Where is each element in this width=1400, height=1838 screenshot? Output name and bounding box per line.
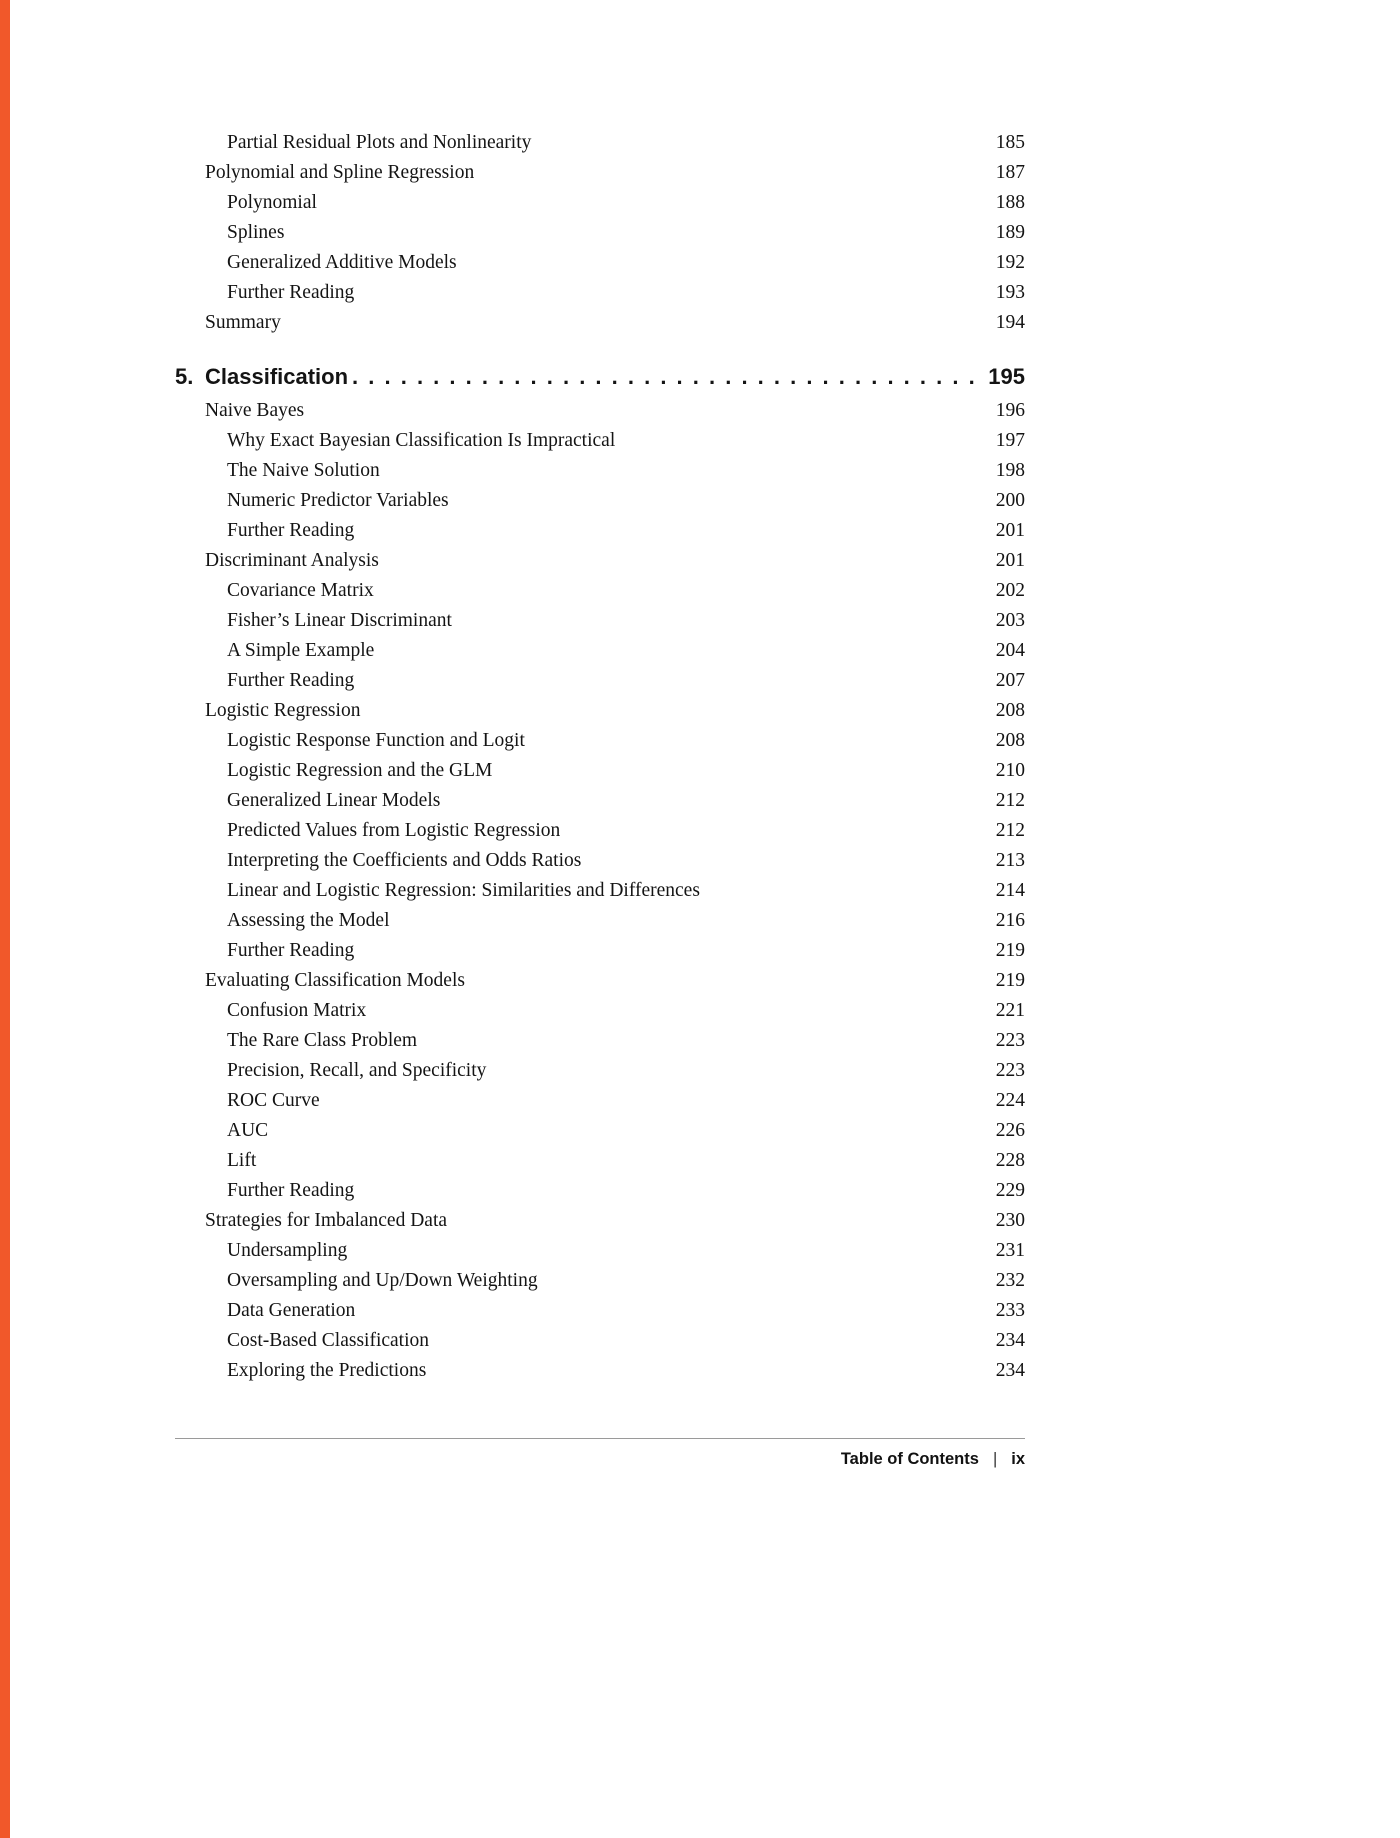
toc-entry [175,1206,1025,1236]
toc-entry-page: 203 [995,610,1025,631]
toc-entry-title: Logistic Regression and the GLM [227,760,493,781]
toc-entry-page: 234 [995,1360,1025,1381]
toc-entry-title: Further Reading [227,670,355,691]
toc-entry-title: The Rare Class Problem [227,1030,418,1051]
toc-entry-title: Cost-Based Classification [227,1330,430,1351]
toc-entry-page: 219 [995,940,1025,961]
toc-entry-title: Naive Bayes [205,400,305,421]
toc-entry [175,248,1025,278]
footer-section-label: Table of Contents [840,1450,979,1468]
page-edge-accent-bar [0,0,10,1838]
toc-entry [175,1296,1025,1326]
toc-entry [175,218,1025,248]
toc-entry-title: Evaluating Classification Models [205,970,465,991]
footer-page-number: ix [1011,1450,1025,1468]
toc-entry-page: 226 [995,1120,1025,1141]
toc-entry [175,576,1025,606]
toc-entry-page: 194 [995,312,1025,333]
toc-entry-page: 210 [995,760,1025,781]
toc-entry-title: Precision, Recall, and Specificity [227,1060,487,1081]
toc-entry-page: 208 [995,730,1025,751]
toc-entry-page: 192 [995,252,1025,273]
toc-entry-title: Further Reading [227,520,355,541]
toc-entry-page: 196 [995,400,1025,421]
toc-entry-page: 188 [995,192,1025,213]
toc-entry [175,786,1025,816]
toc-entry-title: Interpreting the Coefficients and Odds Ratios [227,850,582,871]
toc-entry-page: 231 [995,1240,1025,1261]
toc-entry [175,1176,1025,1206]
toc-entry-page: 197 [995,430,1025,451]
toc-entry-title: Predicted Values from Logistic Regression [227,820,561,841]
toc-entry [175,308,1025,338]
toc-entry [175,1056,1025,1086]
dot-leader [352,360,980,394]
toc-entry [175,1266,1025,1296]
toc-entry [175,278,1025,308]
toc-entry-title: Data Generation [227,1300,356,1321]
chapter-title: Classification [205,364,349,389]
toc-entry-title: Exploring the Predictions [227,1360,427,1381]
toc-entry-page: 208 [995,700,1025,721]
toc-entry-title: Confusion Matrix [227,1000,367,1021]
chapter-page-number: 195 [988,364,1025,389]
toc-entry-title: Linear and Logistic Regression: Similarities and Differences [227,880,700,901]
toc-entry-title: Generalized Additive Models [227,252,457,273]
toc-entry-title: A Simple Example [227,640,375,661]
toc-entry-page: 212 [995,820,1025,841]
toc-entry-page: 214 [995,880,1025,901]
toc-section-after [175,396,1025,1386]
toc-entry-title: Further Reading [227,282,355,303]
toc-entry [175,426,1025,456]
toc-entry-page: 201 [995,520,1025,541]
toc-entry-title: Partial Residual Plots and Nonlinearity [227,132,532,153]
toc-entry [175,906,1025,936]
toc-entry-title: Logistic Regression [205,700,361,721]
toc-entry [175,816,1025,846]
toc-entry-page: 229 [995,1180,1025,1201]
toc-entry-page: 198 [995,460,1025,481]
toc-section-before [175,128,1025,338]
chapter-heading [175,360,1025,394]
toc-entry [175,846,1025,876]
toc-entry [175,636,1025,666]
toc-entry-page: 204 [995,640,1025,661]
toc-entry [175,188,1025,218]
toc-entry-title: Assessing the Model [227,910,390,931]
toc-entry-page: 213 [995,850,1025,871]
toc-entry-page: 234 [995,1330,1025,1351]
toc-entry-page: 200 [995,490,1025,511]
toc-entry-title: Numeric Predictor Variables [227,490,449,511]
toc-entry [175,966,1025,996]
toc-entry [175,516,1025,546]
toc-entry [175,1116,1025,1146]
toc-entry-page: 189 [995,222,1025,243]
toc-entry-page: 221 [995,1000,1025,1021]
toc-entry [175,1326,1025,1356]
toc-entry-title: Lift [227,1150,257,1171]
toc-entry [175,606,1025,636]
toc-entry-page: 230 [995,1210,1025,1231]
toc-entry [175,876,1025,906]
toc-entry-page: 216 [995,910,1025,931]
toc-entry [175,396,1025,426]
toc-entry [175,128,1025,158]
toc-entry-title: Further Reading [227,1180,355,1201]
toc-entry-page: 207 [995,670,1025,691]
toc-entry-page: 233 [995,1300,1025,1321]
toc-entry [175,1356,1025,1386]
toc-entry-page: 201 [995,550,1025,571]
toc-entry-title: AUC [227,1120,269,1141]
toc-entry-page: 202 [995,580,1025,601]
toc-entry-page: 232 [995,1270,1025,1291]
toc-entry-title: Undersampling [227,1240,348,1261]
toc-entry-title: Generalized Linear Models [227,790,441,811]
toc-entry-title: Summary [205,312,281,333]
toc-entry [175,936,1025,966]
toc-entry-title: Polynomial and Spline Regression [205,162,475,183]
toc-entry-title: Oversampling and Up/Down Weighting [227,1270,538,1291]
toc-entry [175,726,1025,756]
toc-entry [175,666,1025,696]
chapter-number: 5. [175,364,194,389]
toc-entry-page: 223 [995,1060,1025,1081]
toc-entry-title: Strategies for Imbalanced Data [205,1210,448,1231]
toc-page-content [175,128,1025,1470]
page-footer [175,1448,1025,1470]
toc-entry-page: 187 [995,162,1025,183]
footer-rule [175,1438,1025,1439]
toc-entry [175,1146,1025,1176]
toc-entry-title: Polynomial [227,192,317,213]
toc-entry-title: Why Exact Bayesian Classification Is Impractical [227,430,616,451]
toc-entry [175,1086,1025,1116]
toc-entry-title: Covariance Matrix [227,580,374,601]
toc-entry [175,456,1025,486]
toc-entry [175,1026,1025,1056]
toc-entry-title: Further Reading [227,940,355,961]
toc-entry-page: 219 [995,970,1025,991]
toc-entry-title: The Naive Solution [227,460,380,481]
footer-separator: | [992,1450,998,1468]
toc-entry [175,486,1025,516]
toc-entry-title: Fisher’s Linear Discriminant [227,610,452,631]
toc-entry [175,1236,1025,1266]
toc-entry-title: Logistic Response Function and Logit [227,730,525,751]
toc-entry [175,158,1025,188]
toc-entry-title: Discriminant Analysis [205,550,379,571]
toc-entry-page: 212 [995,790,1025,811]
toc-entry [175,756,1025,786]
toc-entry-page: 193 [995,282,1025,303]
toc-entry-page: 185 [995,132,1025,153]
toc-entry [175,546,1025,576]
toc-entry-page: 223 [995,1030,1025,1051]
toc-entry-title: ROC Curve [227,1090,320,1111]
toc-entry-page: 224 [995,1090,1025,1111]
toc-entry [175,696,1025,726]
toc-entry-title: Splines [227,222,285,243]
toc-entry [175,996,1025,1026]
toc-entry-page: 228 [995,1150,1025,1171]
